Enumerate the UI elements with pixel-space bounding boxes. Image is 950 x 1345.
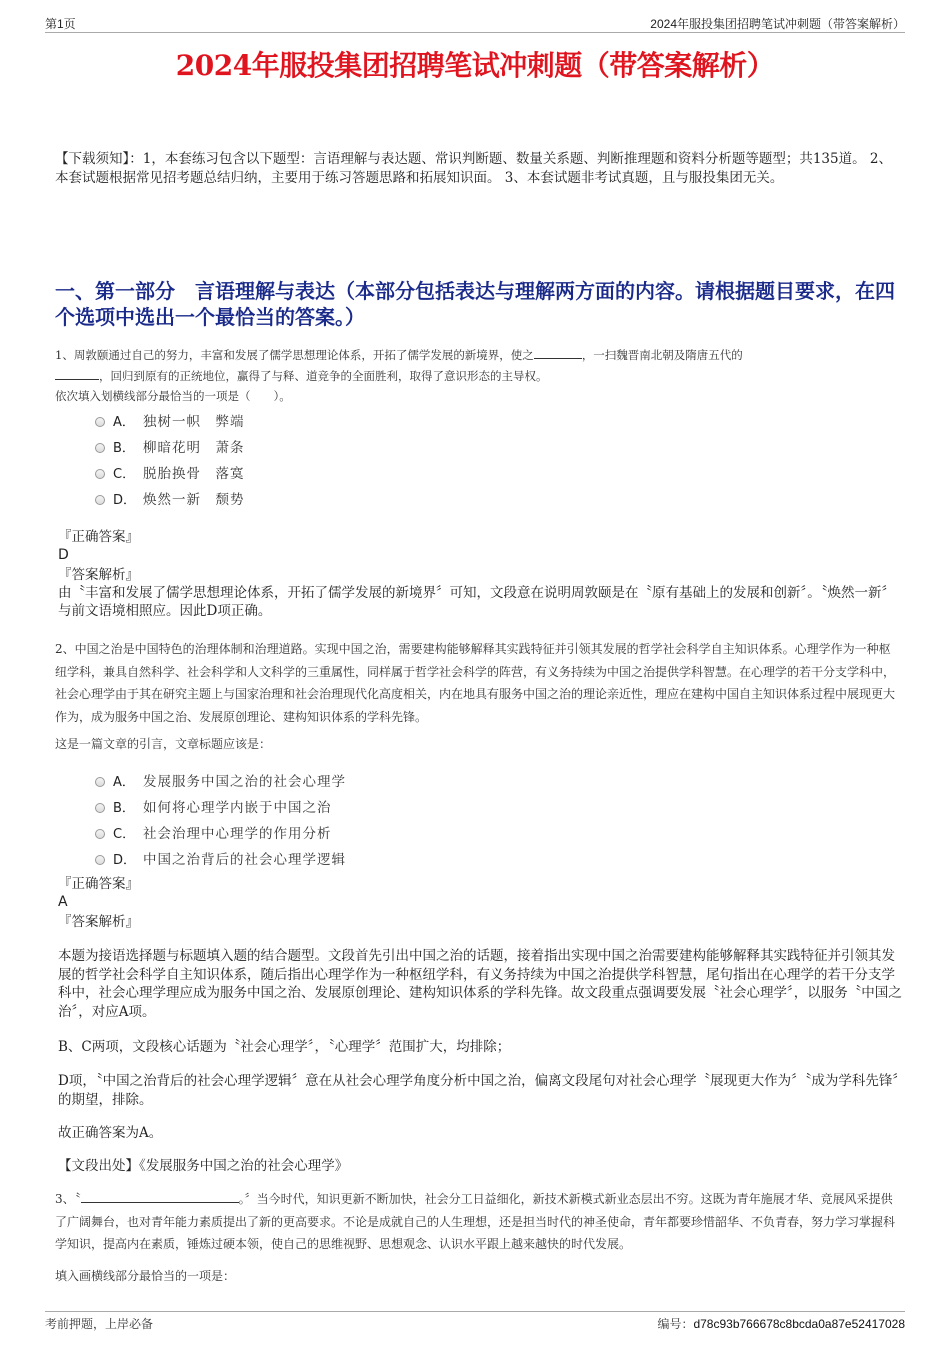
radio-icon[interactable] (95, 855, 105, 865)
q2-analysis-paragraph-1: 本题为接语选择题与标题填入题的结合题型。文段首先引出中国之治的话题，接着指出实现中国之治需要建构能够解释其实践特征并引领其发展的哲学社会科学自主知识体系，随后指出心理学作为一种枢纽学科，有义务持续为中国之治提供学科智慧，尾句指出在心理学的若干分支学科中，社会心理学理应成为服务中国之治、发展原创理论、建构知识体系的学科先锋。故文段重点强调要发展〝社会心理学〞，以服务〝中国之治〞，对应A项。 (58, 948, 902, 1020)
page-number: 第1页 (45, 17, 76, 31)
radio-icon[interactable] (95, 829, 105, 839)
option-letter: C． (113, 466, 136, 482)
radio-icon[interactable] (95, 443, 105, 453)
q1-stem-part3: ，回归到原有的正统地位，赢得了与释、道竞争的全面胜利，取得了意识形态的主导权。 (99, 368, 548, 383)
option-text: 柳暗花明 萧条 (143, 440, 245, 456)
radio-icon[interactable] (95, 495, 105, 505)
q2-analysis-paragraph-2: B、C两项，文段核心话题为〝社会心理学〞，〝心理学〞范围扩大，均排除； (58, 1039, 511, 1055)
section-title: 一、第一部分 言语理解与表达（本部分包括表达与理解两方面的内容。请根据题目要求，在四个选项中选出一个最恰当的答案。） (55, 279, 895, 329)
document-title: 2024年服投集团招聘笔试冲刺题（带答案解析） (175, 49, 775, 82)
q1-stem-part2: ，一扫魏晋南北朝及隋唐五代的 (581, 348, 743, 362)
answer-label: 『正确答案』 (58, 529, 139, 545)
q1-option-d[interactable] (95, 485, 245, 511)
radio-icon[interactable] (95, 777, 105, 787)
q1-option-a[interactable] (95, 407, 245, 433)
option-letter: C． (113, 826, 136, 842)
q1-blank-2 (55, 368, 99, 380)
q3-stem-rest: 。〞当今时代，知识更新不断加快，社会分工日益细化，新技术新模式新业态层出不穷。这既为青年施展才华、竞展风采提供了广阔舞台，也对青年能力素质提出了新的更高要求。不论是成就自己的人生理想，还是担当时代的神圣使命，青年都要珍惜韶华、不负青春，努力学习掌握科学知识，提高内在素质，锤炼过硬本领，使自己的思维视野、思想观念、认识水平跟上越来越快的时代发展。 (55, 1192, 896, 1251)
analysis-label: 『答案解析』 (58, 567, 139, 583)
question-3-stem (55, 1188, 900, 1256)
q3-blank (81, 1191, 239, 1203)
q1-option-c[interactable] (95, 459, 245, 485)
option-text: 发展服务中国之治的社会心理学 (143, 774, 346, 790)
document-code: d78c93b766678c8bcda0a87e52417028 (693, 1317, 905, 1331)
question-1-options (95, 407, 245, 511)
option-letter: D． (113, 492, 137, 508)
q2-source: 【文段出处】《发展服务中国之治的社会心理学》 (58, 1158, 349, 1174)
page-footer (45, 1311, 905, 1333)
correct-answer: D (58, 547, 69, 563)
page-header (45, 13, 905, 33)
analysis-label: 『答案解析』 (58, 914, 139, 930)
footer-code (657, 1315, 905, 1332)
q2-analysis-paragraph-3: D项，〝中国之治背后的社会心理学逻辑〞意在从社会心理学角度分析中国之治，偏离文段尾句对社会心理学〝展现更大作为〞〝成为学科先锋〞的期望，排除。 (58, 1073, 900, 1108)
radio-icon[interactable] (95, 417, 105, 427)
footer-slogan: 考前押题，上岸必备 (45, 1317, 154, 1331)
q1-answer-block (58, 528, 903, 620)
option-letter: B． (113, 440, 135, 456)
q1-option-b[interactable] (95, 433, 245, 459)
question-3-prompt: 填入画横线部分最恰当的一项是： (55, 1269, 236, 1283)
question-2-prompt: 这是一篇文章的引言，文章标题应该是： (55, 737, 272, 751)
correct-answer: A (58, 894, 68, 910)
option-text: 如何将心理学内嵌于中国之治 (143, 800, 332, 816)
option-text: 独树一帜 弊端 (143, 414, 245, 430)
option-letter: B． (113, 800, 135, 816)
q1-blank-1 (534, 347, 582, 359)
option-text: 中国之治背后的社会心理学逻辑 (143, 852, 346, 868)
header-doc-title: 2024年服投集团招聘笔试冲刺题（带答案解析） (650, 17, 905, 31)
code-label: 编号： (657, 1317, 694, 1331)
q2-answer-block (58, 875, 903, 931)
question-1-stem (55, 345, 900, 407)
analysis-text: 由〝丰富和发展了儒学思想理论体系，开拓了儒学发展的新境界〞可知，文段意在说明周敦颐是在〝原有基础上的发展和创新〞。〝焕然一新〞与前文语境相照应。因此D项正确。 (58, 585, 895, 619)
radio-icon[interactable] (95, 469, 105, 479)
q2-analysis-paragraph-4: 故正确答案为A。 (58, 1125, 163, 1141)
question-2-stem: 2、中国之治是中国特色的治理体制和治理道路。实现中国之治，需要建构能够解释其实践特征并引领其发展的哲学社会科学自主知识体系。心理学作为一种枢纽学科，兼具自然科学、社会科学和人文科学的三重属性，同样属于哲学社会科学的阵营，有义务持续为中国之治提供学科智慧。在心理学的若干分支学科中，社会心理学由于其在研究主题上与国家治理和社会治理现代化高度相关，内在地具有服务中国之治的理论亲近性，理应在建构中国自主知识体系过程中展现更大作为，成为服务中国之治、发展原创理论、建构知识体系的学科先锋。 (55, 642, 896, 724)
option-text: 社会治理中心理学的作用分析 (143, 826, 332, 842)
option-letter: A． (113, 774, 135, 790)
q2-option-c[interactable] (95, 819, 346, 845)
q1-prompt: 依次填入划横线部分最恰当的一项是（ ）。 (55, 389, 291, 403)
q2-option-a[interactable] (95, 767, 346, 793)
option-text: 脱胎换骨 落寞 (143, 466, 245, 482)
option-letter: A． (113, 414, 135, 430)
q2-option-d[interactable] (95, 845, 346, 871)
option-text: 焕然一新 颓势 (143, 492, 245, 508)
radio-icon[interactable] (95, 803, 105, 813)
q2-option-b[interactable] (95, 793, 346, 819)
download-notice: 【下载须知】：1，本套练习包含以下题型：言语理解与表达题、常识判断题、数量关系题、判断推理题和资料分析题等题型；共135道。 2、本套试题根据常见招考题总结归纳，主要用于练习答题思路和拓展知识面。 3、本套试题非考试真题，且与服投集团无关。 (55, 151, 892, 186)
q3-stem-prefix: 3、〝 (55, 1192, 81, 1206)
question-2-options (95, 767, 346, 871)
answer-label: 『正确答案』 (58, 876, 139, 892)
option-letter: D． (113, 852, 137, 868)
q1-stem-part1: 1、周敦颐通过自己的努力，丰富和发展了儒学思想理论体系，开拓了儒学发展的新境界，使之 (55, 348, 534, 362)
